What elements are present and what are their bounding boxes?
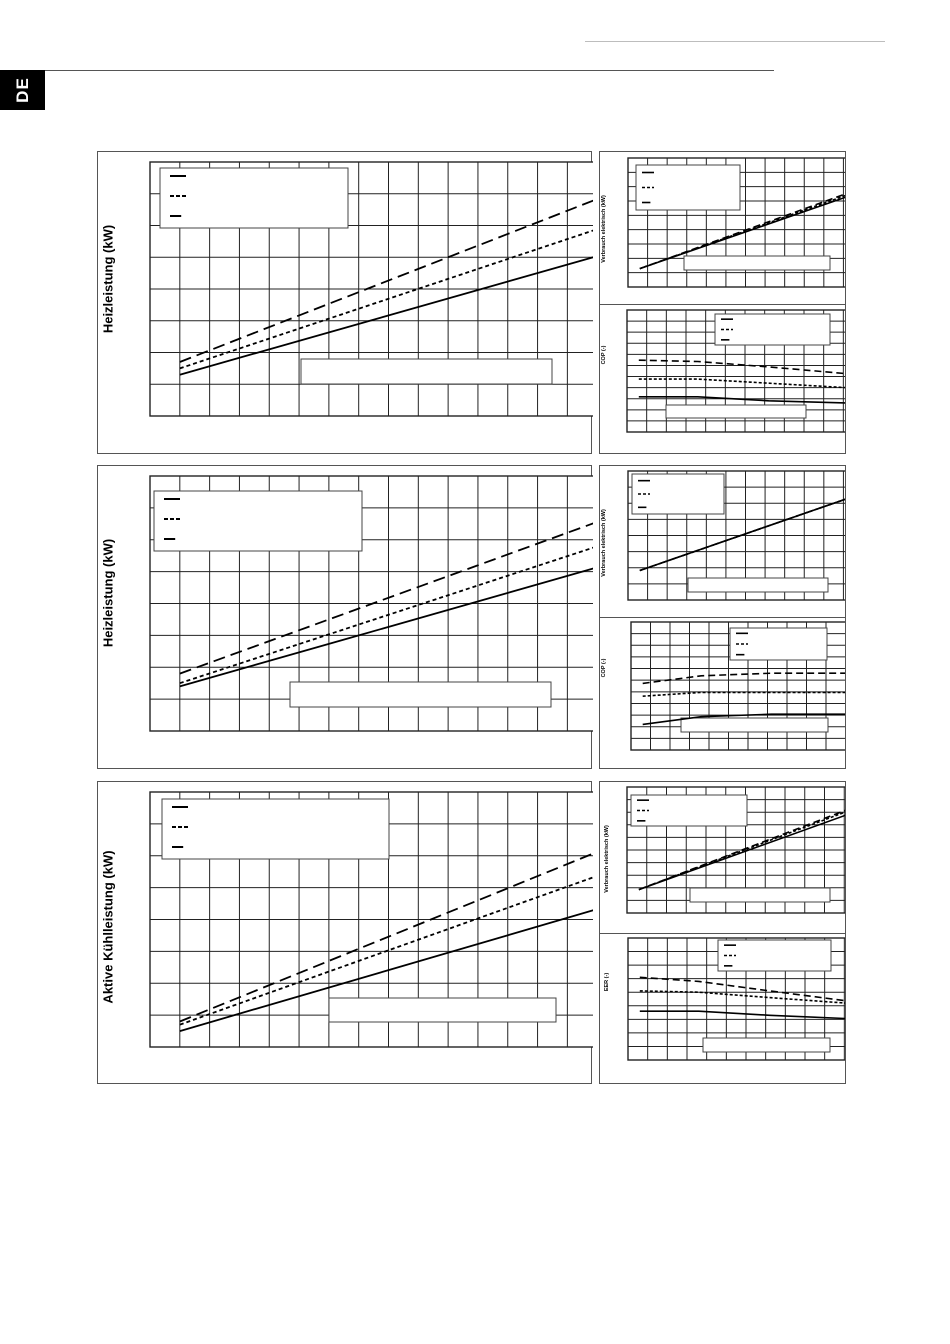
ylabel-eer: EER (-) bbox=[604, 972, 610, 992]
annotation-box bbox=[684, 256, 830, 270]
chart-power-3 bbox=[600, 782, 845, 933]
chart-cop-1 bbox=[600, 304, 845, 454]
annotation-box bbox=[290, 682, 551, 707]
legend bbox=[154, 491, 362, 551]
legend bbox=[162, 799, 389, 859]
legend bbox=[636, 165, 740, 210]
chart-heating-2 bbox=[98, 466, 593, 770]
panel-small-2 bbox=[599, 465, 846, 769]
chart-cop-2 bbox=[600, 617, 845, 769]
legend bbox=[160, 168, 348, 228]
annotation-box bbox=[690, 888, 830, 902]
annotation-box bbox=[681, 718, 828, 732]
ylabel-power-3: Verbrauch elektrisch (kW) bbox=[604, 825, 610, 893]
ylabel-cooling: Aktive Kühlleistung (kW) bbox=[100, 850, 116, 1004]
legend bbox=[632, 474, 724, 514]
panel-cooling bbox=[97, 781, 592, 1084]
chart-cooling bbox=[98, 782, 593, 1085]
language-tab-label: DE bbox=[12, 77, 32, 103]
panel-small-3 bbox=[599, 781, 846, 1084]
panel-heating-1 bbox=[97, 151, 592, 454]
ylabel-power-1: Verbrauch elektrisch (kW) bbox=[601, 195, 607, 263]
annotation-box bbox=[329, 998, 556, 1022]
annotation-box bbox=[703, 1038, 830, 1052]
language-tab bbox=[0, 70, 45, 110]
chart-power-1 bbox=[600, 152, 845, 304]
ylabel-heating-1: Heizleistung (kW) bbox=[100, 224, 116, 334]
legend-box bbox=[162, 799, 389, 859]
annotation-box bbox=[688, 578, 828, 592]
annotation-box bbox=[301, 359, 552, 384]
header-rule bbox=[40, 70, 774, 71]
ylabel-power-2: Verbrauch elektrisch (kW) bbox=[601, 509, 607, 577]
annotation-box bbox=[666, 405, 806, 418]
chart-eer bbox=[600, 933, 845, 1083]
ylabel-heating-2: Heizleistung (kW) bbox=[100, 538, 116, 648]
legend-box bbox=[160, 168, 348, 228]
legend bbox=[718, 940, 831, 971]
legend bbox=[730, 628, 827, 660]
legend bbox=[631, 795, 747, 826]
legend bbox=[715, 314, 830, 345]
header-rule-right bbox=[585, 41, 885, 42]
chart-heating-1 bbox=[98, 152, 593, 455]
ylabel-cop-2: COP (-) bbox=[601, 658, 607, 678]
panel-heating-2 bbox=[97, 465, 592, 769]
panel-small-1 bbox=[599, 151, 846, 454]
ylabel-cop-1: COP (-) bbox=[601, 345, 607, 365]
legend-box bbox=[154, 491, 362, 551]
chart-power-2 bbox=[600, 466, 845, 617]
